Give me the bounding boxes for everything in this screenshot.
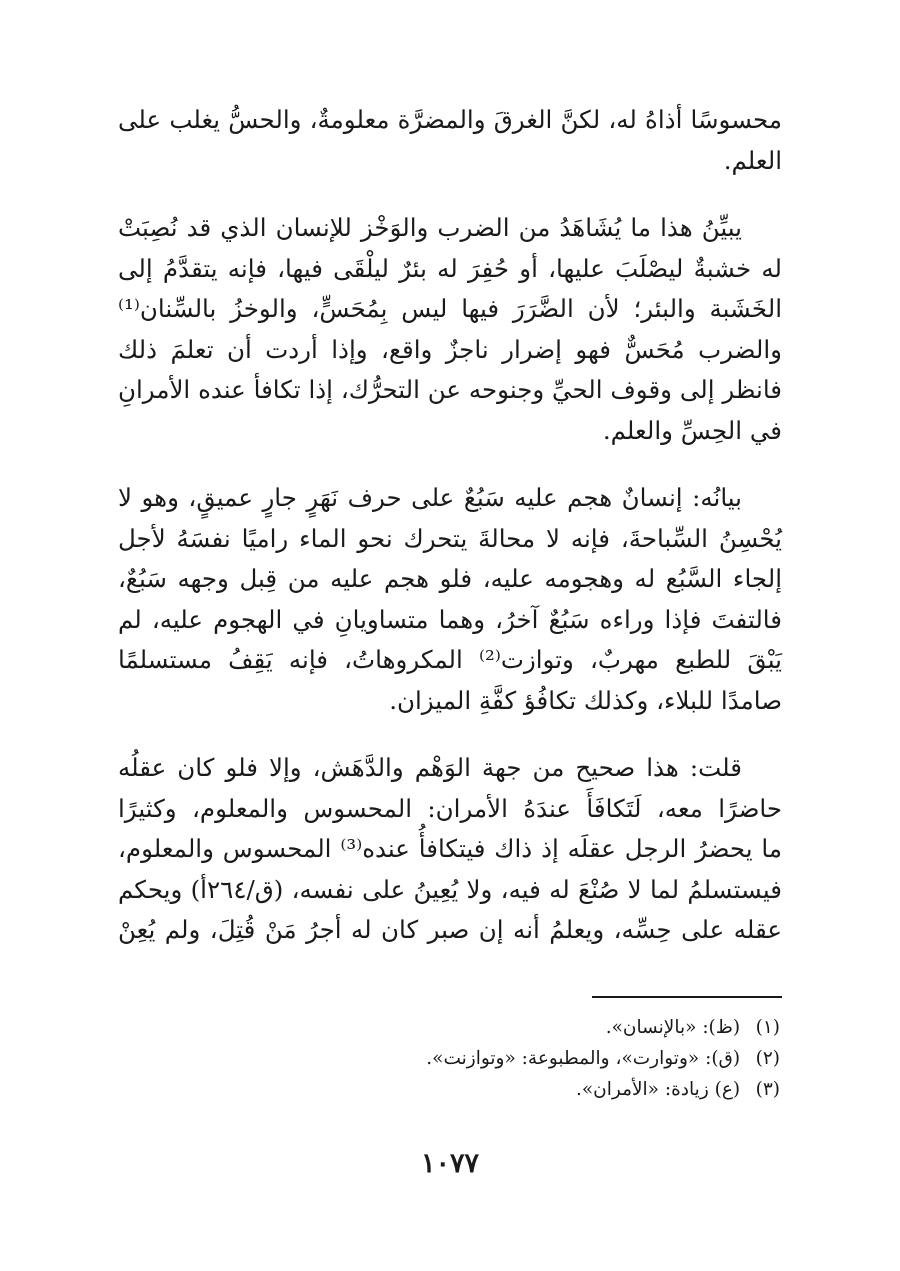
main-text (118, 100, 782, 978)
text-line: الخَشَبة والبئر؛ لأن الضَّرَرَ فيها ليس بِمُحَسٍّ، والوخزُ بالسِّنان⁽¹⁾ (118, 294, 782, 323)
footnote-3 (118, 1074, 782, 1105)
text-line: العلم. (723, 145, 782, 175)
text-line: يبيِّنُ هذا ما يُشَاهَدُ من الضرب والوَخْز للإنسان الذي قد نُصِبَتْ (118, 213, 742, 242)
footnote-text: (ع) زيادة: «الأمران». (575, 1079, 741, 1100)
footnote-number: (١) (755, 1017, 780, 1038)
footnote-number: (٢) (755, 1048, 780, 1069)
text-line: حاضرًا معه، لَتَكافَأَ عندَهُ الأمران: المحسوس والمعلوم، وكثيرًا (118, 793, 782, 823)
footnote-number: (٣) (755, 1079, 780, 1100)
footnotes (118, 996, 782, 1105)
text-line: ما يحضرُ الرجل عقلَه إذ ذاك فيتكافأُ عنده⁽³⁾ المحسوس والمعلوم، (118, 834, 782, 863)
text-line: في الحِسِّ والعلم. (602, 415, 782, 445)
text-line: محسوسًا أذاهُ له، لكنَّ الغرقَ والمضرَّة معلومةٌ، والحسُّ يغلب على (118, 105, 782, 134)
text-line: يُحْسِنُ السِّباحةَ، فإنه لا محالةَ يتحرك نحو الماء راميًا نفسَهُ لأجل (118, 523, 782, 553)
paragraph-4 (118, 748, 782, 951)
footnote-2 (118, 1043, 782, 1074)
footnote-divider (592, 996, 782, 998)
text-line: فيستسلمُ لما لا صُنْعَ له فيه، ولا يُعِينُ على نفسه، (ق/٢٦٤أ) ويحكم (118, 874, 782, 904)
text-line: قلت: هذا صحيح من جهة الوَهْم والدَّهَش، وإلا فلو كان عقلُه (118, 753, 742, 782)
page-number: ١٠٧٧ (420, 1148, 479, 1179)
text-line: عقله على حِسِّه، ويعلمُ أنه إن صبر كان له أجرُ مَنْ قُتِلَ، ولم يُعِنْ (118, 915, 782, 944)
footnote-1 (118, 1012, 782, 1043)
text-line: يَبْقَ للطبع مهربٌ، وتوازت⁽²⁾ المكروهاتُ، فإنه يَقِفُ مستسلمًا (118, 645, 782, 674)
paragraph-2 (118, 208, 782, 451)
text-line: له خشبةٌ ليصْلَبَ عليها، أو حُفِرَ له بئرٌ ليلْقَى فيها، فإنه يتقدَّمُ إلى (118, 253, 782, 283)
footnote-text: (ظ): «بالإنسان». (605, 1017, 741, 1038)
text-line: فانظر إلى وقوف الحيِّ وجنوحه عن التحرُّك، إذا تكافأ عنده الأمرانِ (118, 375, 782, 404)
footnote-text: (ق): «وتوارت»، والمطبوعة: «وتوازنت». (426, 1048, 741, 1069)
text-line: صامدًا للبلاء، وكذلك تكافُؤ كفَّةِ الميزان. (389, 685, 782, 715)
paragraph-3 (118, 478, 782, 721)
text-line: بيانُه: إنسانٌ هجم عليه سَبُعٌ على حرف نَهَرٍ جارٍ عميقٍ، وهو لا (118, 483, 742, 512)
text-line: إلجاء السَّبُع له وهجومه عليه، فلو هجم عليه من قِبل وجهه سَبُعٌ، (118, 564, 782, 593)
text-line: فالتفتَ فإذا وراءه سَبُعٌ آخرُ، وهما متساويانِ في الهجوم عليه، لم (118, 604, 782, 634)
text-line: والضرب مُحَسٌّ فهو إضرار ناجزٌ واقع، وإذا أردت أن تعلمَ ذلك (118, 334, 782, 364)
paragraph-1 (118, 100, 782, 181)
